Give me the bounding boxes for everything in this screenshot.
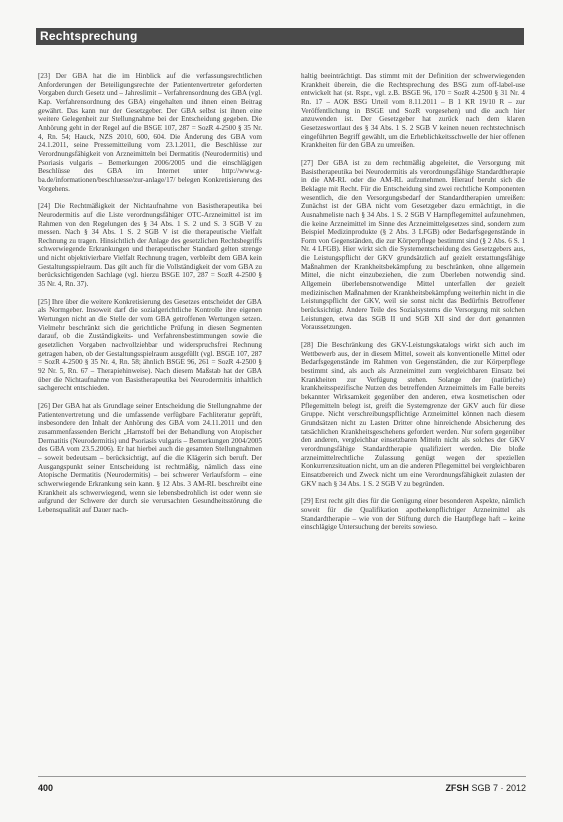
paragraph-28: [28] Die Beschränkung des GKV-Leistungskatalogs wirkt sich auch im Wettbewerb aus, der in diesem Mittel, soweit als konventionelle Mittel oder Bedarfsgegenstände im Rahmen von Gegenständen, die zur Körperpflege bestimmt sind, als auch als Arzneimittel zum vergleichbaren Einsatz bei Krankheiten zur Verfügung stehen. Solange der (natürliche) krankheitsspezifische Nutzen des betreffenden Arzneimittels im Falle bereits bekannter Wirksamkeit gegenüber den anderen, etwa kosmetischen oder Pflegemitteln belegt ist, greift die Systemgrenze der GKV auch für diese Gruppe. Nicht verschreibungspflichtige Arzneimittel können nach diesem Grundsätzen nicht zu Lasten Dritter ohne hinreichende Absicherung des tatsächlichen Krankheitsgeschehens gefordert werden. Nur sofern gegenüber den anderen, vergleichbar einsetzbaren Mitteln nicht als solches der GKV verordnungsfähige Standardtherapie qualifiziert werden. Die bloße arzneimittelrechtliche Zulassung genügt wegen der speziellen Konkurrenzsituation nicht, um an die anderen Pflegemittel bei vergleichbaren Einsatzbereich und Zweck nicht um eine Verordnungsfähigkeit zulasten der GKV nach § 34 Abs. 1 S. 2 SGB V zu begründen.	[301, 341, 525, 488]
footer-divider	[38, 776, 526, 777]
journal-reference	[445, 783, 526, 793]
left-text-column	[38, 72, 262, 524]
paragraph-26: [26] Der GBA hat als Grundlage seiner Entscheidung die Stellungnahme der Patientenvertretung und die umfassende verfügbare Fachliteratur geprüft, insbesondere den Inhalt der Anhörung des GBA vom 24.11.2011 und den zusammenfassenden Bericht „Harnstoff bei der Behandlung von Atopischer Dermatitis (Neurodermitis) und Psoriasis vulgaris – Bemerkungen 2004/2005 des GBA vom 23.5.2006). Er hat hierbei auch die gesamten Stellungnahmen – soweit bedeutsam – berücksichtigt, auf die die Klägerin sich beruft. Der Ausgangspunkt seiner Entscheidung ist rechtmäßig, nämlich dass eine Atopische Dermatitis (Neurodermitis) – bei schwerer Verlaufsform – eine schwerwiegende Erkrankung sein kann. § 12 Abs. 3 AM-RL beschreibt eine Krankheit als schwerwiegend, wenn sie lebensbedrohlich ist oder wenn sie aufgrund der Schwere der durch sie verursachten Gesundheitsstörung die Lebensqualität auf Dauer nach-	[38, 401, 262, 514]
journal-issue: SGB 7 · 2012	[471, 783, 526, 793]
paragraph-27: [27] Der GBA ist zu dem rechtmäßig abgeleitet, die Versorgung mit Basistherapeutika bei Neurodermitis als verordnungsfähige Standardtherapie in die AM-RL oder die AM-RL aufzunehmen. Hierauf beruht sich die Beklagte mit Recht. Für die Entscheidung sind zwei rechtliche Komponenten wesentlich, die den Versorgungsbedarf der Standardtherapien umreißen: Zunächst ist der GBA nicht vom Gesetzgeber dazu ermächtigt, in die Ausnahmeliste nach § 34 Abs. 1 S. 2 SGB V Harnpflegemittel aufzunehmen, die keine Arzneimittel im Sinne des Arzneimittelgesetzes sind, sondern zum Beispiel Medizinprodukte (§ 2 Abs. 3 LFGB) oder Bedarfsgegenstände in Form von Gegenständen, die zur Körperpflege bestimmt sind (§ 2 Abs. 6 S. 1 Nr. 4 LFGB). Hier wirkt sich die Systementscheidung des Gesetzgebers aus, die Leistungspflicht der GKV grundsätzlich auf gezielt erstattungsfähige Maßnahmen der Krankheitsbekämpfung zu beschränken, ohne allgemein Mittel, die nicht einzubeziehen, die zum Überleben notwendig sind. Allgemein überlebensnotwendige Mittel unterfallen der gezielt medizinischen Maßnahmen der Krankheitsbekämpfung weiterhin nicht in die Leistungspflicht der GKV, weil sie sonst nicht das Bedürfnis Betroffener berücksichtigt. Andere Teile des Sozialsystems die Versorgung mit solchen Leistungen, etwa das SGB II und SGB XII sind der dort genannten Voraussetzungen.	[301, 158, 525, 332]
paragraph-25: [25] Ihre über die weitere Konkretisierung des Gesetzes entscheidet der GBA als Normgeber. Insoweit darf die sozialgerichtliche Kontrolle ihre eigenen Wertungen nicht an die Stelle der vom GBA getroffenen Wertungen setzen. Vielmehr beschränkt sich die gerichtliche Prüfung in diesen Segmenten darauf, ob die Zuständigkeits- und Verfahrensbestimmungen sowie die gesetzlichen Vorgaben nachvollziehbar und widerspruchsfrei Rechnung getragen haben, ob der Gestaltungsspielraum ausgefüllt (vgl. BSGE 107, 287 = SozR 4-2500 § 35 Nr. 4, Rn. 58; ähnlich BSGE 96, 261 = SozR 4-2500 § 92 Nr. 5, Rn. 67 – Therapiehinweise). Nach diesem Maßstab hat der GBA über die Nichtaufnahme von Basistherapeutika bei Neurodermitis inhaltlich sachgerecht entschieden.	[38, 297, 262, 393]
page-number: 400	[38, 783, 54, 793]
section-header-bar	[36, 28, 524, 45]
journal-name: ZFSH	[445, 783, 469, 793]
right-text-column	[301, 72, 525, 541]
paragraph-29: [29] Erst recht gilt dies für die Genügung einer besonderen Aspekte, nämlich soweit für die Qualifikation apothekenpflichtiger Arzneimittel als Standardtherapie – wie von der Stiftung durch die Hautpflege haft – keine einschlägige Untersuchung der bereits sowieso.	[301, 497, 525, 532]
paragraph-24: [24] Die Rechtmäßigkeit der Nichtaufnahme von Basistherapeutika bei Neurodermitis auf die Liste verordnungsfähiger OTC-Arzneimittel ist im Rahmen von den Regelungen des § 34 Abs. 1 S. 2 und S. 3 SGB V zu messen. Nach § 34 Abs. 1 S. 2 SGB V ist die therapeutische Vielfalt Rechnung zu tragen. Hinsichtlich der Anlage des gesetzlichen Rechtsbegriffs schwerwiegende Erkrankungen und therapeutischer Standard gelten strenge und nicht objektivierbare Vielfalt Rechnung tragen, verbleibt dem GBA kein Gestaltungsspielraum. Das gilt auch für die Vollständigkeit der vom GBA zu berücksichtigenden Sachlage (vgl. hierzu BSGE 107, 287 = SozR 4-2500 § 35 Nr. 4, Rn. 37).	[38, 202, 262, 289]
section-title: Rechtsprechung	[40, 29, 138, 43]
paragraph-26-continued: haltig beeinträchtigt. Das stimmt mit der Definition der schwerwiegenden Krankheit überein, die die Rechtsprechung des BSG zum off-label-use entwickelt hat (st. Rspr., vgl. z.B. BSGE 96, 170 = SozR 4-2500 § 31 Nr. 4 Rn. 17 – AOK BSG Urteil vom 8.11.2011 – B 1 KR 19/10 R – zur Veröffentlichung in BSGE und SozR vorgesehen) und die auch hier anzuwenden ist. Der Gesetzgeber hat zurück nach dem klaren Gesetzeswortlaut des § 34 Abs. 1 S. 2 SGB V keinen neuen rechtstechnisch eingeführten Begriff gewählt, um die Erheblichkeitsschwelle der hier offenen Krankheiten für den GBA zu umreißen.	[301, 72, 525, 150]
paragraph-23: [23] Der GBA hat die im Hinblick auf die verfassungsrechtlichen Anforderungen der Beteiligungsrechte der Patientenvertreter geforderten Vorgaben durch Gesetz und – Jahreslimit – Verfahrensordnung des GBA (vgl. Kap. Verfahrensordnung des GBA) eingehalten und ihnen einen Beitrag gewährt. Das kann nur der Gesetzgeber. Der GBA selbst ist ihnen eine weitere Gelegenheit zur Stellungnahme bei der Entscheidung gegeben. Die Anhörung geht in der Regel auf die BSGE 107, 287 = SozR 4-2500 § 35 Nr. 4, Rn. 54; Hauck, NZS 2010, 600, 604. Die Änderung des GBA vom 24.1.2011, seine Pressemitteilung vom 23.1.2011, die Beschlüsse zur Verordnungsfähigkeit von Arzneimitteln bei Dermatitis (Neurodermitis) und Psoriasis vulgaris – Bemerkungen 2006/2005 und die einschlägigen Beschlüsse des GBA im Internet unter http://www.g-ba.de/informationen/beschluesse/zur-anlage/17/ belegen Konkretisierung des Vorgehens.	[38, 72, 262, 193]
